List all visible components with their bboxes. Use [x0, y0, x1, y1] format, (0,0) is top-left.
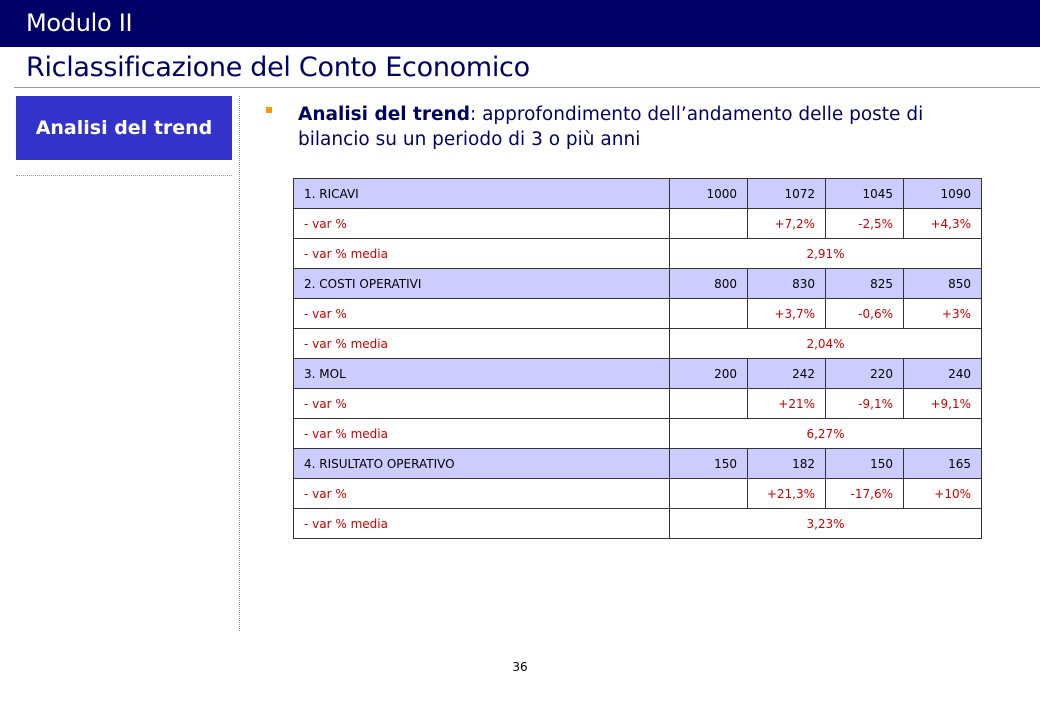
variation-cell: [670, 299, 748, 329]
variation-cell: +9,1%: [904, 389, 982, 419]
module-title: Modulo II: [26, 9, 133, 37]
trend-table: [293, 178, 982, 539]
variation-cell: +10%: [904, 479, 982, 509]
avg-label: - var % media: [294, 509, 670, 539]
variation-cell: [670, 479, 748, 509]
value-cell: 150: [826, 449, 904, 479]
bullet-term: Analisi del trend: [298, 104, 470, 125]
var-label: - var %: [294, 479, 670, 509]
variation-cell: -2,5%: [826, 209, 904, 239]
variation-cell: +3%: [904, 299, 982, 329]
header-band: [0, 0, 1040, 47]
table-row: [294, 479, 982, 509]
value-cell: 1045: [826, 179, 904, 209]
variation-cell: -9,1%: [826, 389, 904, 419]
value-cell: 1090: [904, 179, 982, 209]
table-row: [294, 329, 982, 359]
value-cell: 150: [670, 449, 748, 479]
table-row: [294, 419, 982, 449]
row-label: 3. MOL: [294, 359, 670, 389]
value-cell: 165: [904, 449, 982, 479]
bullet-square-icon: [266, 107, 272, 113]
value-cell: 220: [826, 359, 904, 389]
avg-label: - var % media: [294, 239, 670, 269]
var-label: - var %: [294, 209, 670, 239]
var-label: - var %: [294, 389, 670, 419]
sidebar-divider: [16, 175, 232, 176]
table-row: [294, 179, 982, 209]
average-variation-cell: 2,91%: [670, 239, 982, 269]
section-label: Analisi del trend: [35, 117, 213, 139]
variation-cell: [670, 389, 748, 419]
table-row: [294, 389, 982, 419]
variation-cell: +7,2%: [748, 209, 826, 239]
value-cell: 800: [670, 269, 748, 299]
title-divider: [14, 87, 1040, 88]
table-row: [294, 449, 982, 479]
average-variation-cell: 3,23%: [670, 509, 982, 539]
average-variation-cell: 2,04%: [670, 329, 982, 359]
value-cell: 1000: [670, 179, 748, 209]
avg-label: - var % media: [294, 329, 670, 359]
value-cell: 200: [670, 359, 748, 389]
variation-cell: -0,6%: [826, 299, 904, 329]
slide-title: Riclassificazione del Conto Economico: [26, 52, 530, 83]
value-cell: 830: [748, 269, 826, 299]
value-cell: 240: [904, 359, 982, 389]
section-label-box: [16, 96, 232, 160]
value-cell: 1072: [748, 179, 826, 209]
variation-cell: +21%: [748, 389, 826, 419]
row-label: 4. RISULTATO OPERATIVO: [294, 449, 670, 479]
value-cell: 182: [748, 449, 826, 479]
variation-cell: -17,6%: [826, 479, 904, 509]
table-row: [294, 239, 982, 269]
row-label: 2. COSTI OPERATIVI: [294, 269, 670, 299]
table-row: [294, 359, 982, 389]
page-number: 36: [512, 660, 528, 674]
value-cell: 850: [904, 269, 982, 299]
variation-cell: [670, 209, 748, 239]
vertical-divider: [239, 96, 240, 631]
average-variation-cell: 6,27%: [670, 419, 982, 449]
value-cell: 242: [748, 359, 826, 389]
bullet-description: : approfondimento dell’andamento delle poste di bilancio su un periodo di 3 o più anni: [298, 104, 924, 150]
value-cell: 825: [826, 269, 904, 299]
var-label: - var %: [294, 299, 670, 329]
variation-cell: +21,3%: [748, 479, 826, 509]
table-row: [294, 299, 982, 329]
variation-cell: +4,3%: [904, 209, 982, 239]
bullet-text: [298, 102, 998, 152]
table-row: [294, 209, 982, 239]
table-row: [294, 269, 982, 299]
variation-cell: +3,7%: [748, 299, 826, 329]
row-label: 1. RICAVI: [294, 179, 670, 209]
table-row: [294, 509, 982, 539]
avg-label: - var % media: [294, 419, 670, 449]
